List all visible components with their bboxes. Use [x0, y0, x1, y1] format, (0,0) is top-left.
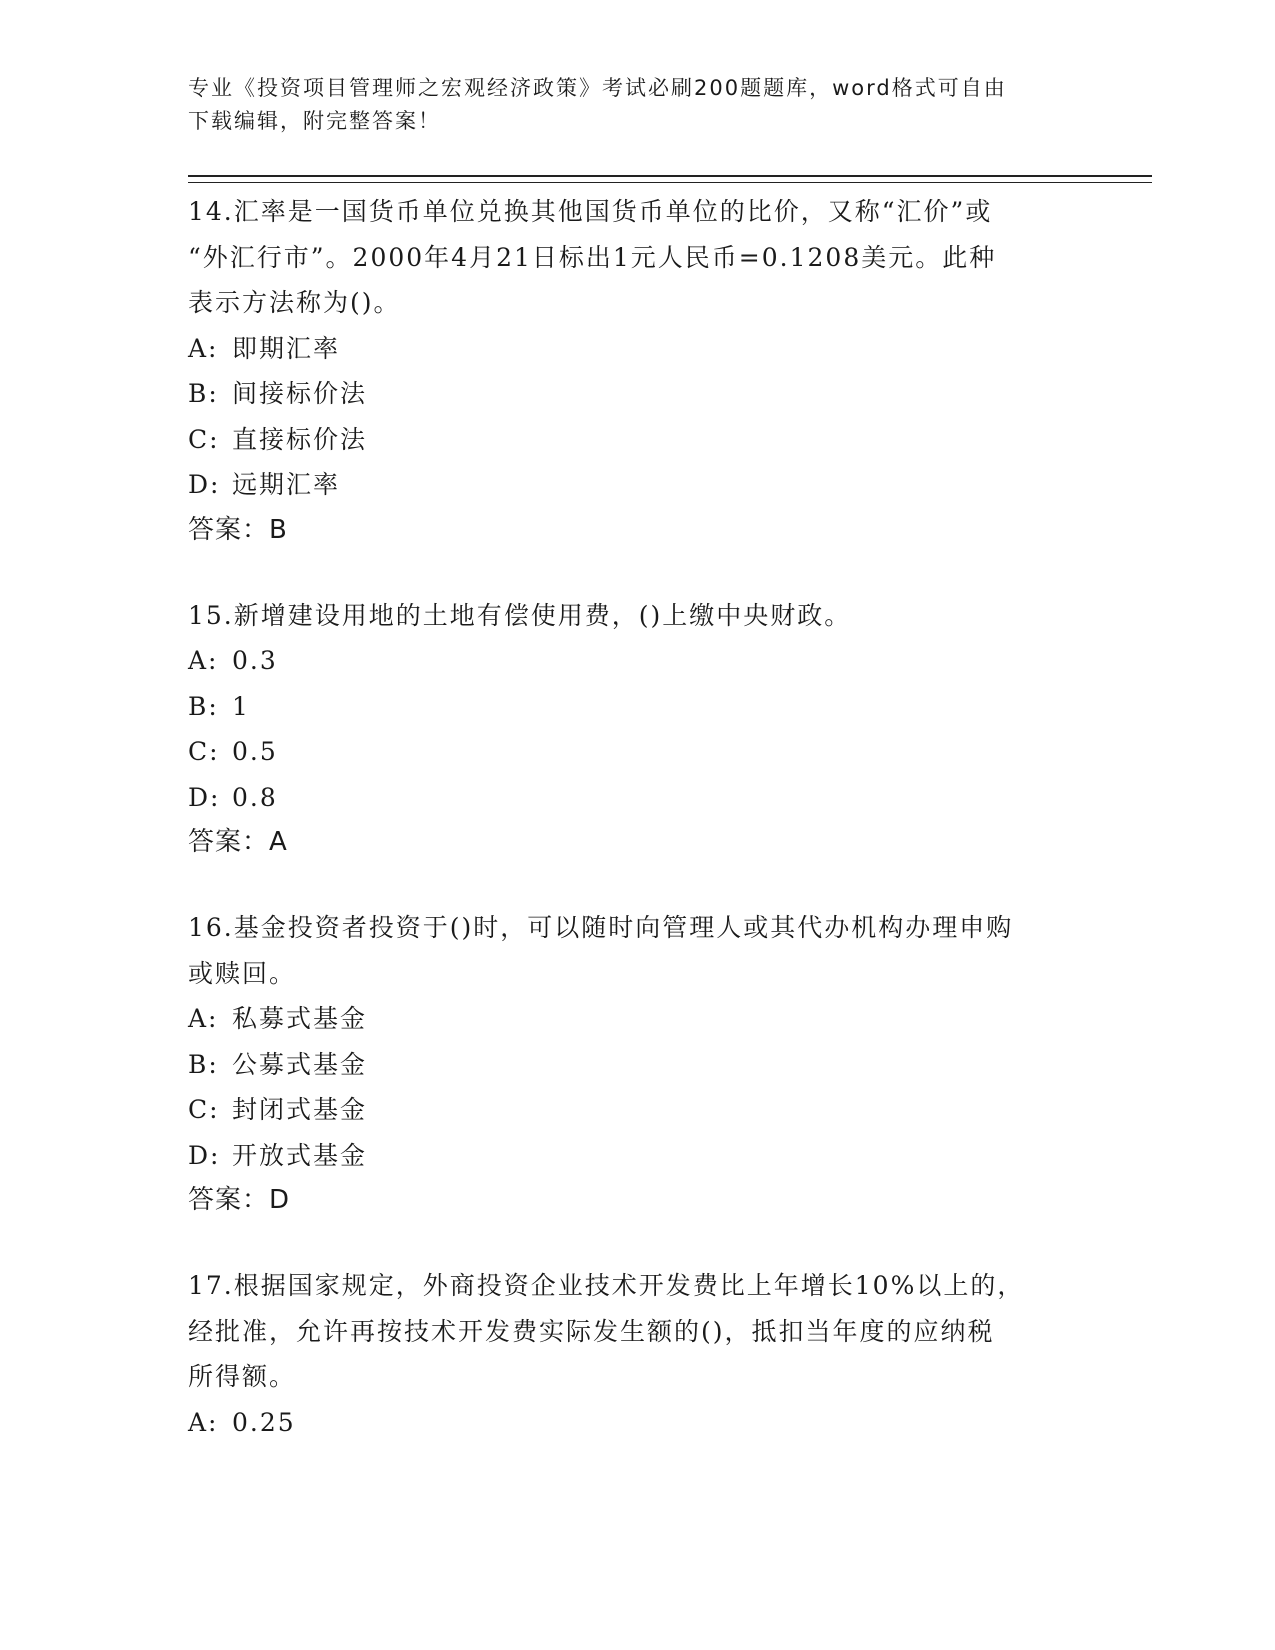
answer-option: [188, 1133, 1088, 1179]
answer-option: [188, 684, 1088, 730]
option-letter: D:: [188, 470, 221, 499]
option-text: 0.25: [232, 1407, 296, 1437]
option-letter: B:: [188, 691, 219, 721]
option-text: 即期汇率: [232, 333, 341, 363]
option-letter: B:: [188, 379, 219, 408]
answer-key: 答案：A: [188, 827, 288, 857]
option-letter: D:: [188, 1140, 221, 1170]
option-letter: C:: [188, 1095, 220, 1124]
answer-key: 答案：D: [188, 1185, 291, 1215]
option-letter: A:: [188, 333, 219, 363]
header-line-2: 下载编辑，附完整答案！: [188, 109, 441, 133]
option-letter: A:: [188, 1407, 219, 1437]
option-text: 开放式基金: [232, 1140, 368, 1170]
answer-option: [188, 326, 1088, 372]
answer-option: [188, 1400, 1088, 1446]
question-stem-line: 15.新增建设用地的土地有偿使用费，()上缴中央财政。: [188, 600, 852, 630]
option-text: 1: [232, 691, 250, 721]
option-text: 直接标价法: [232, 424, 368, 454]
option-text: 0.5: [232, 737, 278, 766]
question-stem: [188, 189, 1088, 326]
answer-key: 答案：B: [188, 514, 288, 545]
option-text: 封闭式基金: [232, 1095, 368, 1124]
question-item: [188, 593, 1088, 866]
question-stem-line: 16.基金投资者投资于()时，可以随时向管理人或其代办机构办理申购: [188, 913, 1014, 942]
answer-option: [188, 996, 1088, 1042]
option-letter: C:: [188, 424, 220, 454]
option-text: 远期汇率: [232, 470, 341, 499]
answer-option: [188, 729, 1088, 775]
answer-option: [188, 1042, 1088, 1088]
option-text: 0.3: [232, 646, 278, 675]
answer-option: [188, 1087, 1088, 1133]
answer-option: [188, 638, 1088, 684]
header-rule-thick: [188, 175, 1152, 177]
option-letter: A:: [188, 1004, 219, 1033]
question-stem-line: “外汇行市”。2000年4月21日标出1元人民币=0.1208美元。此种: [188, 242, 997, 272]
question-stem-line: 或赎回。: [188, 958, 297, 988]
question-item: [188, 905, 1088, 1223]
option-text: 0.8: [232, 782, 278, 812]
document-header: [188, 72, 1088, 138]
answer-option: [188, 371, 1088, 417]
option-text: 公募式基金: [232, 1049, 368, 1079]
option-text: 私募式基金: [232, 1004, 368, 1033]
option-letter: B:: [188, 1049, 219, 1079]
option-letter: D:: [188, 782, 221, 812]
question-stem: [188, 1263, 1088, 1400]
option-letter: A:: [188, 646, 219, 675]
question-list: [188, 189, 1088, 1485]
answer-option: [188, 775, 1088, 821]
header-line-1: 专业《投资项目管理师之宏观经济政策》考试必刷200题题库，word格式可自由: [188, 76, 1007, 100]
question-stem-line: 表示方法称为()。: [188, 288, 401, 317]
answer-option: [188, 462, 1088, 508]
question-stem-line: 14.汇率是一国货币单位兑换其他国货币单位的比价，又称“汇价”或: [188, 197, 993, 226]
question-item: [188, 1263, 1088, 1445]
question-stem-line: 所得额。: [188, 1362, 297, 1391]
answer-option: [188, 417, 1088, 463]
header-rule-thin: [188, 182, 1152, 183]
option-text: 间接标价法: [232, 379, 368, 408]
question-stem-line: 17.根据国家规定，外商投资企业技术开发费比上年增长10%以上的，: [188, 1271, 1025, 1300]
question-stem: [188, 905, 1088, 996]
question-item: [188, 189, 1088, 553]
question-stem: [188, 593, 1088, 639]
question-stem-line: 经批准，允许再按技术开发费实际发生额的()，抵扣当年度的应纳税: [188, 1316, 995, 1346]
option-letter: C:: [188, 737, 220, 766]
